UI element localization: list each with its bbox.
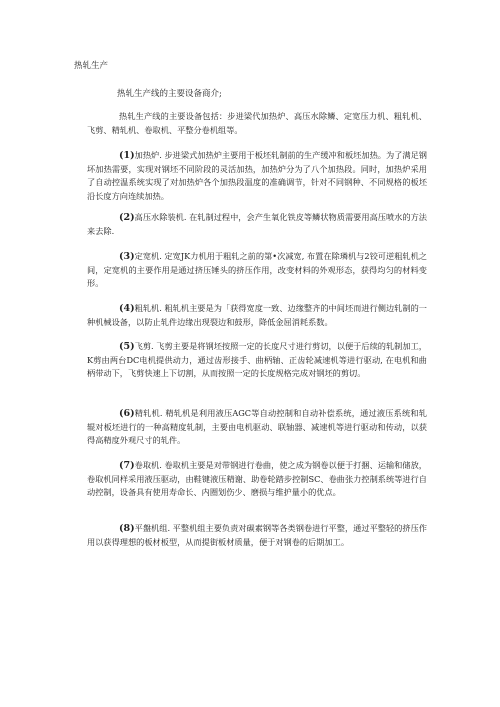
paragraph-text: 高压水除装机. 在轧制过程中，会产生氧化铁皮等鳞状物质需要用高压喷水的方法来去除. [87,212,427,236]
paragraph-finishing-mill [87,407,427,448]
paragraph-text: 粗轧机. 粗轧机主要是为「获得宽度一致、边缘整齐的中间坯而进行侧边轧制的一种机械设备，以防止轧件边缘出现裂边和鼓形，降低金屈消耗系数。 [87,303,427,327]
paragraph-text: 加热炉. 步进梁式加热炉主要用于板坯轧制前的生产缓冲和板坯加热。为了满足钢坏加热需要，实现对钢坯不同阶段的灵活加热，加热炉分为了八个加热段。同时，加热炉采用了自动控温系统实现了对加热炉各个加热段温度的准确调节，针对不同钢种、不同规格的板坯沿长度方向连续加热。 [87,150,427,201]
paragraph-flying-shear [87,340,427,381]
paragraph-descaling [87,211,427,238]
paragraph-text: 热轧生产线的主要设备包括：步进梁代加热炉、高压水除鳞、定宽压力机、粗轧机、飞剪、精轧机、卷取机、平整分卷机组等。 [87,111,427,135]
paragraph-text: 卷取机. 卷取机主要是对带钢进行卷曲，使之成为钢卷以便于打捆、运输和储放，卷取机同样采用液压驱动，由鞋键液压精谢、助卷轮踏步控制SC、卷曲张力控制系统等进行自动控制，设备具有使用寿命长、内圈划伤少、磨损与维护量小的优点。 [87,460,427,497]
paragraph-number: (5) [119,341,135,352]
document-title: 热轧生产 [74,61,109,71]
paragraph-number: (6) [119,408,135,419]
paragraph-text: 飞剪. 飞剪主要是将钢坯按照一定的长度尺寸进行剪切，以便于后续的轧制加工，K剪由两台DC电机提供动力，通过齿形接手、曲柄轴、正齿轮减速机等进行驱动, 在电机和曲柄带动下，飞剪快速上下切割，从而按照一定的长度规格完成对钢坯的剪切。 [87,341,427,378]
paragraph-heating-furnace [87,149,427,203]
paragraph-text: 精轧机. 精轧机是利用液压AGC等自动控制和自动补偿系统，通过液压系统和轧辊对板坯进行的一种高精度轧制，主要由电机驱动、联轴器、减速机等进行驱动和传动，以获得高精度外观尺寸的轧件。 [87,408,427,445]
paragraph-number: (7) [119,460,135,471]
paragraph-text: 定宽机. 定宽JK力机用于粗轧之前的第•次减宽, 布置在除璘机与2铰可逆粗轧机之间，定宽机的主要作用是通过挤压锤头的挤压作用，改变材料的外观形态，获得均匀的材料变形。 [87,251,427,288]
paragraph-number: (2) [119,212,135,223]
paragraph-number: (4) [119,303,135,314]
paragraph-number: (3) [119,251,135,262]
paragraph-text: 平盤机组. 平整机组主要负责对碳素钢等各类钢卷进行平整，通过平整轻的挤压作用以获得理想的板材板型，从而提街板材质量，便于对钢卷的后期加工。 [87,523,427,547]
paragraph-number: (1) [119,150,135,161]
paragraph-roughing-mill [87,302,427,329]
paragraph-equipment-list [87,110,427,137]
paragraph-coiler [87,459,427,500]
paragraph-number: (8) [119,523,135,534]
paragraph-temper-unit [87,522,427,549]
paragraph-sizing-press [87,250,427,291]
intro-line: 热轧生产线的主要设备商介; [117,89,222,99]
